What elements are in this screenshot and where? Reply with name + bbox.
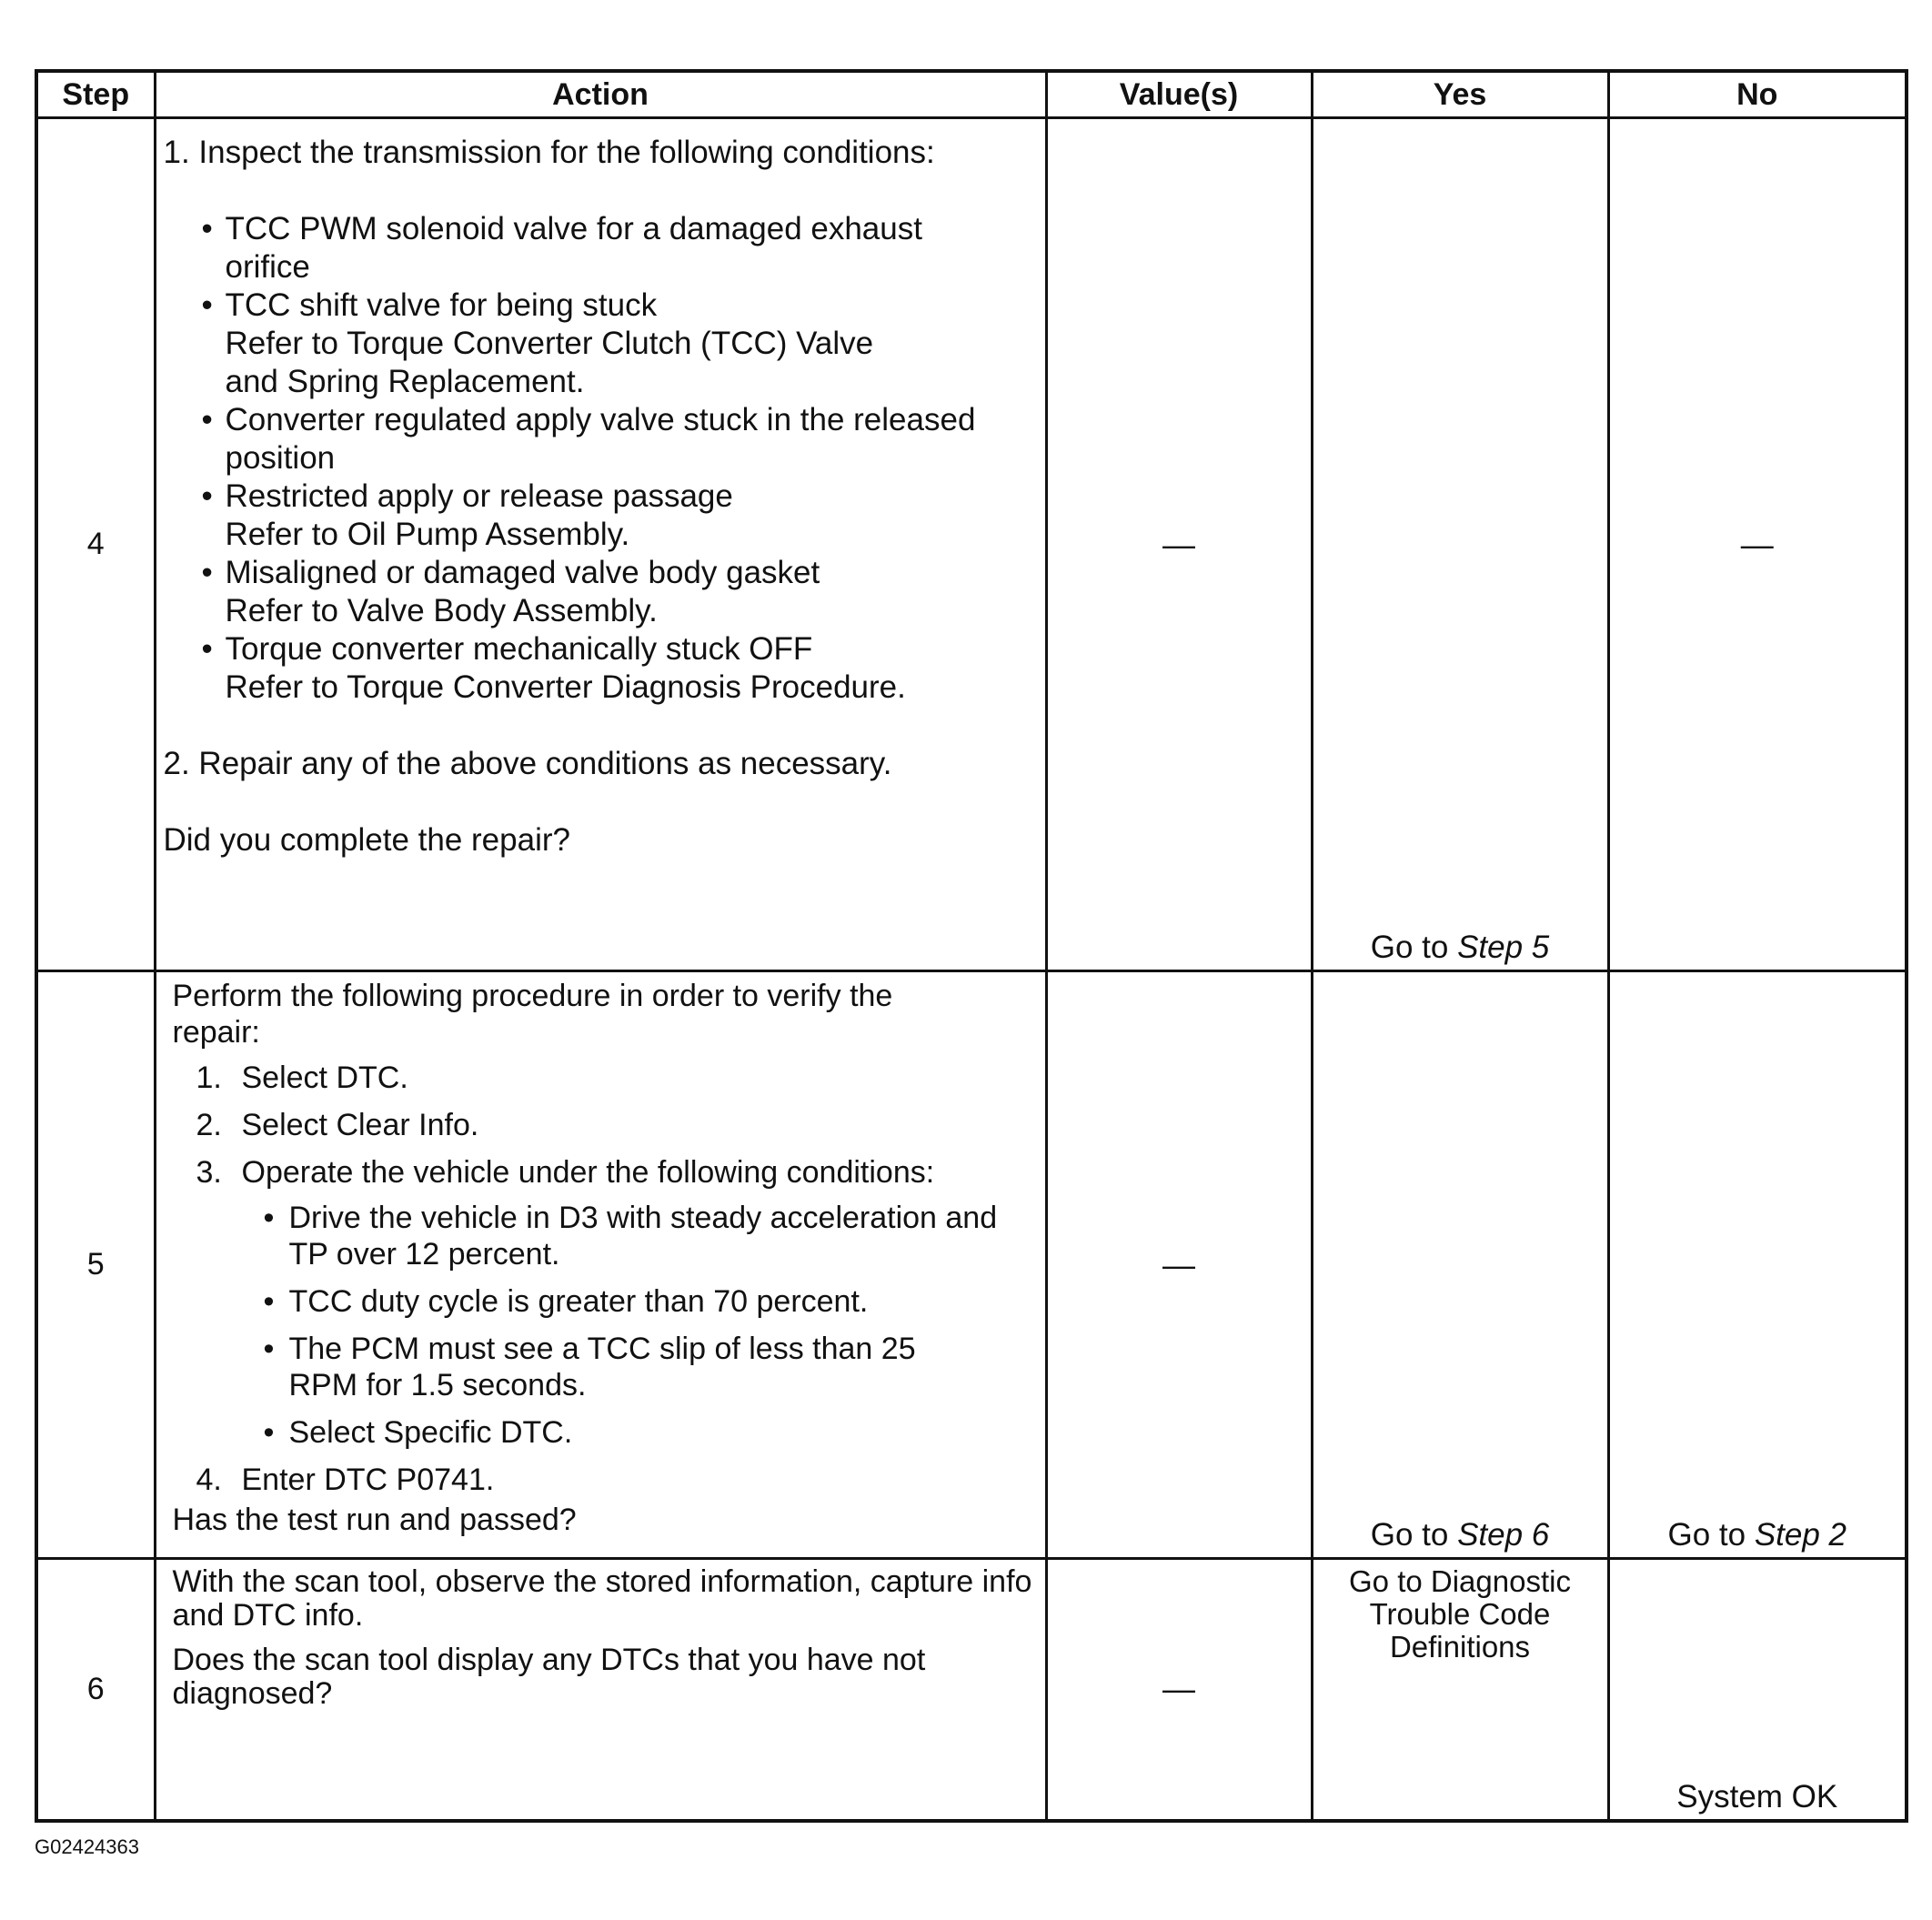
procedure-list [173, 1060, 1045, 1498]
action-cell [155, 118, 1046, 971]
action-intro: Perform the following procedure in order to verify the repair: [172, 979, 893, 1050]
action-question: Does the scan tool display any DTCs that you have not diagnosed? [172, 1643, 926, 1711]
list-item: • TCC PWM solenoid valve for a damaged exhaust orifice [202, 210, 1045, 286]
table-row-step-4 [36, 118, 1907, 971]
figure-code: G02424363 [35, 1835, 139, 1858]
no-result: System OK [1676, 1778, 1838, 1814]
list-item: • Converter regulated apply valve stuck in the released position [202, 401, 1045, 477]
no-cell: — [1608, 118, 1907, 971]
list-item: 3. Operate the vehicle under the following conditions: • Drive the vehicle in D3 with steady acceleration and TP over 12 percent. • TCC duty cycle is greater than 70 percent. • The PCM must see a TCC slip of less than 25 RPM for 1.5 seconds. • Select Specific DTC. [196, 1154, 1045, 1451]
step-number: 4 [36, 118, 155, 971]
list-item: • Select Specific DTC. [264, 1414, 1009, 1451]
yes-cell [1312, 971, 1608, 1559]
no-cell [1608, 971, 1907, 1559]
action-cell [155, 971, 1046, 1559]
list-item: • TCC duty cycle is greater than 70 percent. [264, 1283, 1009, 1320]
list-item: 2. Select Clear Info. [196, 1108, 479, 1142]
action-repair: 2. Repair any of the above conditions as necessary. [163, 746, 892, 781]
list-item: 4. Enter DTC P0741. [196, 1463, 495, 1497]
table-row-step-5 [36, 971, 1907, 1559]
list-item: • Drive the vehicle in D3 with steady acceleration and TP over 12 percent. [264, 1200, 1009, 1272]
table-row-step-6 [36, 1559, 1907, 1821]
diagnostic-table [35, 69, 1908, 1823]
header-row [36, 71, 1907, 118]
list-item: • Restricted apply or release passage Refer to Oil Pump Assembly. [202, 477, 1045, 554]
list-item: • The PCM must see a TCC slip of less than 25 RPM for 1.5 seconds. [264, 1331, 1009, 1403]
list-item: • Torque converter mechanically stuck OFF Refer to Torque Converter Diagnosis Procedure. [202, 630, 1045, 707]
action-question: Did you complete the repair? [163, 822, 570, 858]
step-number: 5 [36, 971, 155, 1559]
no-cell [1608, 1559, 1907, 1821]
action-line: With the scan tool, observe the stored information, capture info and DTC info. [172, 1564, 1032, 1633]
value-cell: — [1046, 1559, 1312, 1821]
step-number: 6 [36, 1559, 155, 1821]
yes-cell [1312, 1559, 1608, 1821]
header-yes: Yes [1312, 71, 1608, 118]
list-item: • TCC shift valve for being stuck Refer to Torque Converter Clutch (TCC) Valve and Spring Replacement. [202, 286, 1045, 401]
list-item: 1. Select DTC. [196, 1061, 408, 1095]
condition-sublist [242, 1200, 1045, 1451]
yes-cell [1312, 118, 1608, 971]
value-cell: — [1046, 971, 1312, 1559]
yes-result: Go to Step 6 [1370, 1517, 1550, 1553]
yes-result: Go to Step 5 [1370, 930, 1550, 965]
header-values: Value(s) [1046, 71, 1312, 118]
action-intro: 1. Inspect the transmission for the following conditions: [163, 135, 935, 170]
header-action: Action [155, 71, 1046, 118]
value-cell: — [1046, 118, 1312, 971]
header-no: No [1608, 71, 1907, 118]
action-cell [155, 1559, 1046, 1821]
action-question: Has the test run and passed? [172, 1503, 577, 1537]
list-item: • Misaligned or damaged valve body gasket Refer to Valve Body Assembly. [202, 554, 1045, 630]
no-result: Go to Step 2 [1667, 1517, 1847, 1553]
header-step: Step [36, 71, 155, 118]
condition-list [164, 210, 1045, 707]
yes-result: Go to Diagnostic Trouble Code Definitions [1349, 1564, 1571, 1664]
